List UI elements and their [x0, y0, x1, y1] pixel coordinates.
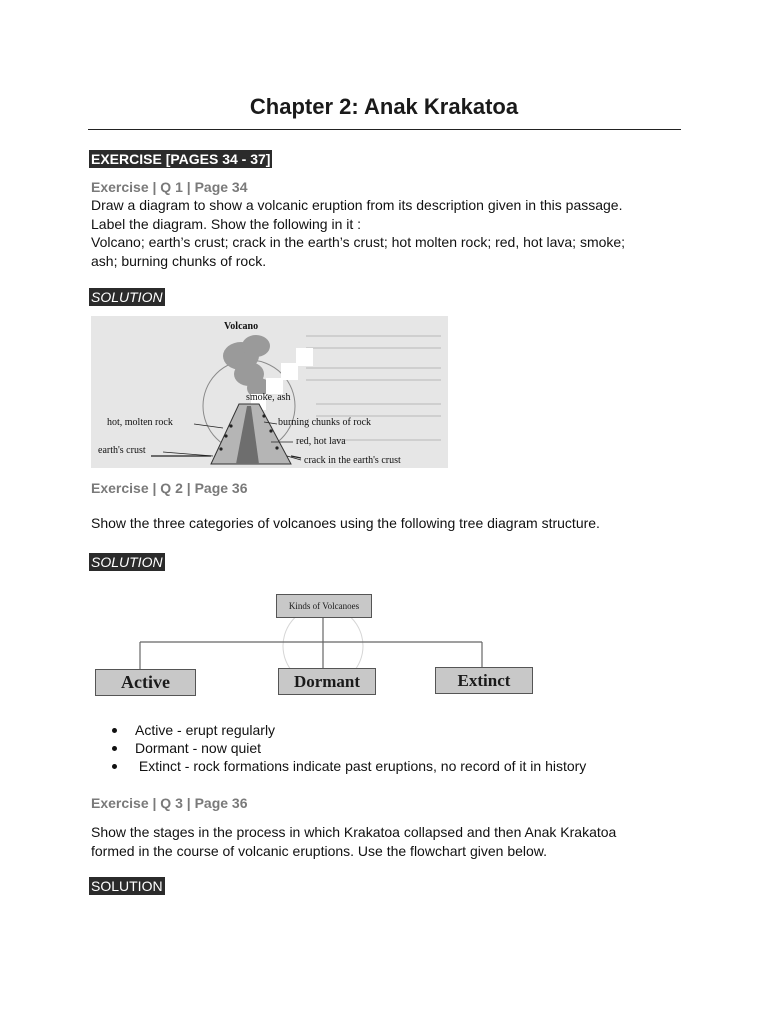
fig-label-red-hot-lava: red, hot lava: [296, 436, 346, 447]
fig-label-smoke-ash: smoke, ash: [246, 392, 291, 403]
q1-line: Label the diagram. Show the following in it :: [91, 215, 362, 232]
q1-line: Volcano; earth’s crust; crack in the earth’s crust; hot molten rock; red, hot lava; smoke;: [91, 234, 626, 250]
q2-question: [91, 514, 691, 533]
exercise-banner: EXERCISE [PAGES 34 - 37]: [91, 151, 271, 167]
list-item-text: Dormant - now quiet: [135, 740, 262, 756]
list-item: [110, 757, 586, 775]
bullet-dot: [112, 764, 117, 769]
tree-root-node: Kinds of Volcanoes: [276, 594, 372, 618]
q3-line: Show the stages in the process in which Krakatoa collapsed and then Anak Krakatoa: [91, 824, 617, 840]
fig-label-earths-crust: earth's crust: [98, 445, 146, 456]
tree-node-extinct: Extinct: [435, 667, 533, 694]
fig-label-crack: crack in the earth's crust: [304, 455, 401, 466]
volcano-fig-title: Volcano: [224, 321, 259, 332]
q3-heading: Exercise | Q 3 | Page 36: [91, 795, 248, 811]
bullet-dot: [112, 728, 117, 733]
list-item-text: Extinct - rock formations indicate past eruptions, no record of it in history: [135, 758, 587, 774]
chapter-title: Chapter 2: Anak Krakatoa: [249, 94, 519, 119]
q1-heading: Exercise | Q 1 | Page 34: [91, 179, 248, 195]
volcano-tree-diagram: [91, 584, 541, 702]
q3-question: [91, 823, 691, 860]
q1-line: ash; burning chunks of rock.: [91, 252, 267, 269]
fig-label-hot-molten-rock: hot, molten rock: [107, 417, 173, 428]
tree-node-dormant: Dormant: [278, 668, 376, 695]
q1-question: [91, 196, 691, 270]
q2-solution-label: SOLUTION: [91, 554, 163, 570]
q1-solution-label: SOLUTION: [91, 289, 163, 305]
q3-line: formed in the course of volcanic eruptions. Use the flowchart given below.: [91, 842, 548, 859]
title-divider: [88, 129, 681, 130]
list-item-text: Active - erupt regularly: [135, 722, 276, 738]
q2-question-line: Show the three categories of volcanoes using the following tree diagram structure.: [91, 515, 600, 531]
list-item: [110, 721, 586, 739]
volcano-diagram: [91, 316, 448, 468]
volcano-categories-list: [110, 721, 586, 775]
q3-solution-label: SOLUTION: [91, 878, 163, 894]
list-item: [110, 739, 586, 757]
fig-label-burning-chunks: burning chunks of rock: [278, 417, 372, 428]
bullet-dot: [112, 746, 117, 751]
q2-heading: Exercise | Q 2 | Page 36: [91, 480, 248, 496]
tree-node-active: Active: [95, 669, 196, 696]
q1-line: Draw a diagram to show a volcanic eruption from its description given in this passage.: [91, 197, 623, 213]
